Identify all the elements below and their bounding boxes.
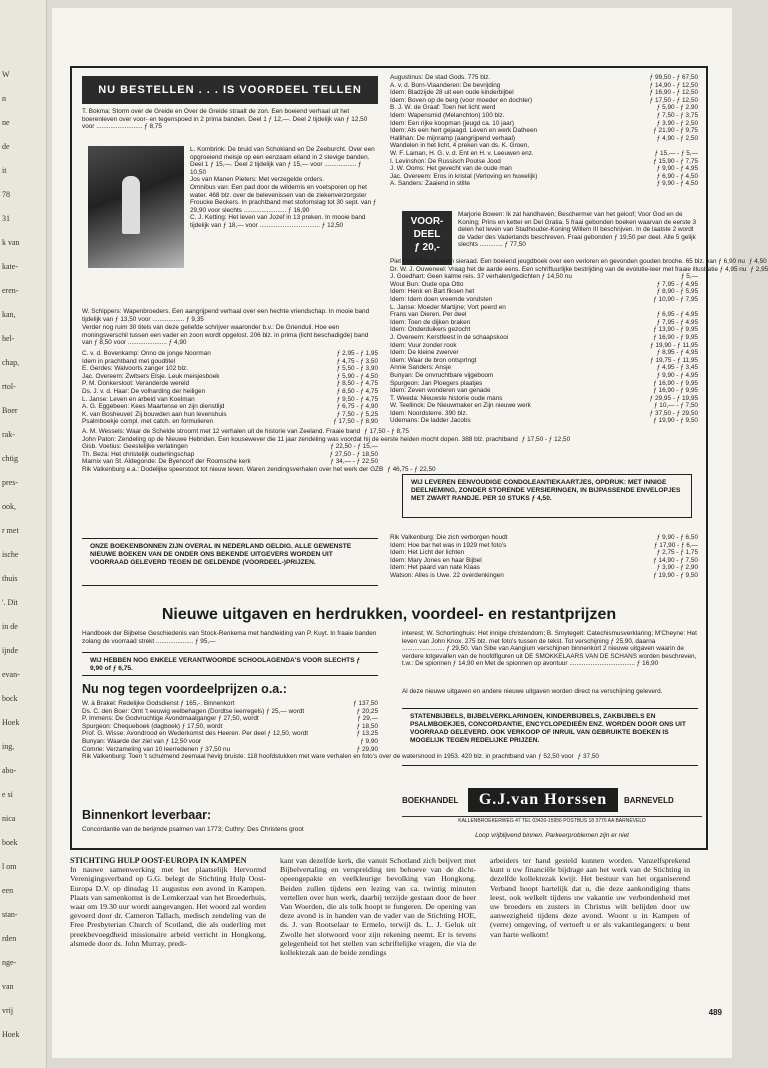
row-price: ƒ 8,50 - ƒ 4,75 [336,380,378,388]
row-title: Idem: Het Licht der lichten [390,549,465,557]
row-title: L. Janse: Moeder Martijne; Vort peerd en [390,303,506,311]
row-title: Gisb. Voetius: Geestelijke verlatingen [82,443,188,451]
price-row [390,281,698,289]
row-price: ƒ 6,75 - ƒ 4,90 [336,403,378,411]
price-row [390,112,698,120]
price-row [390,572,698,580]
row-price: ƒ 3,90 - ƒ 2,90 [656,564,698,572]
price-row [390,158,698,166]
row-title: Rik Valkenburg: Die zich verborgen houdt [390,534,508,541]
row-title: Idem: Vuur zonder rook [390,341,457,349]
price-row [82,451,378,459]
row-title: Annie Sanders: Ansje [390,364,452,372]
price-row [82,708,378,716]
price-row [390,258,767,266]
price-row [82,358,378,366]
spine-fragment: een [2,886,14,895]
row-price: ƒ 21,90 - ƒ 9,75 [653,127,698,135]
price-row [390,127,698,135]
article-heading: STICHTING HULP OOST-EUROPA IN KAMPEN [70,856,247,865]
row-price: ƒ 29,95 - ƒ 19,95 [649,394,698,402]
row-title: E. Gerdes: Walvoorts zanger 102 blz. [82,365,188,373]
row-title: Rik Valkenburg: Toen 't schulmend zeemaal hevig bruiste. 118 hoofdstukken met ware verhalen en foto's over de watersnood in 1953. 420 blz. in prachtband van ƒ 52,50 voor [82,753,574,761]
spine-fragment: bock [2,694,18,703]
row-price: ƒ 17,50 - ƒ 8,90 [333,418,378,426]
spine-fragment: e si [2,790,13,799]
spine-fragment: van [2,982,14,991]
row-price: ƒ 22,50 - ƒ 15,— [330,443,378,451]
spine-fragment: pres- [2,478,18,487]
magazine-page [52,8,768,1058]
price-row [390,135,698,143]
row-price: ƒ 10,— - ƒ 7,50 [653,402,698,410]
row-title: Idem: Idem doen vreemde vondsten [390,295,493,303]
price-row [82,365,378,373]
row-title: Hallihan: De mijnramp (aangrijpend verhaal) [390,134,516,142]
price-row [82,700,378,708]
row-price: ƒ 7,50 - ƒ 5,25 [336,410,378,418]
article-col-2: kant van dezelfde kerk, die vanuit Schotland zich beijvert met Bijbelvertaling en verspreiding ten behoeve van de dicht-opeengepakte en veelkleurige bevolking van Hongkong. Beiden zullen tijdens een lezing van ca. twintig minuten vertellen over hun werk, daarbij terzijde gestaan door de heer Van Woerden, die als tolk hoopt te fungeren. De opening van deze avond is in handen van de vader van de Stichting HOE, ds. J. van Rootselaar te Ermelo, terwijl ds. L. J. Geluk uit Zwolle het slotwoord voor zijn rekening neemt. Er is tevens gelegenheid tot het stellen van schriftelijke vragen, die via de kollektezak aan de beide zendings [280,856,476,958]
row-price: ƒ 10,90 - ƒ 7,95 [653,295,698,303]
row-title: C. v. d. Bovenkamp: Onno de jonge Noorman [82,350,211,357]
spine-fragment: nica [2,814,16,823]
price-row [390,557,698,565]
price-row [390,542,698,550]
row-title: Watson: Alles is Uwe. 22 overdenkingen [390,571,504,579]
price-row [390,180,698,188]
price-row [390,357,698,365]
row-price: ƒ 17,90 - ƒ 6,— [653,541,698,549]
spine-fragment: rtol- [2,382,16,391]
book-cover-photo [88,146,184,268]
price-row [82,458,378,466]
left-top-text: T. Bokma: Storm over de Greide en Over de Greide straalt de zon. Een boeiend verhaal uit het boerenleven over voor- en tegenspoed in 2 prima banden. Deel 1 ƒ 12,—. Deel 2 tijdelijk van ƒ 12,50 voor .......................... ƒ 8,75 [82,108,368,131]
row-price: ƒ 137,50 [353,700,378,707]
row-price: ƒ 8,95 - ƒ 4,95 [656,349,698,357]
row-title: Idem: Het paard van nate Klaas [390,564,480,572]
logo-right-text: BARNEVELD [624,796,674,805]
row-price: ƒ 46,75 - ƒ 22,50 [387,465,436,473]
row-price: ƒ 16,90 - ƒ 12,50 [649,89,698,97]
row-price: ƒ 2,95 [750,265,768,273]
price-row [82,730,378,738]
right-price-list-3 [390,534,698,580]
row-price: ƒ 5,— [680,273,698,281]
row-title: John Paton: Zendeling op de Nieuwe Hebriden. Een kousewever die 11 jaar zendeling was voordat hij de eerste heiden mocht dopen. 388 blz. prachtband [82,435,518,443]
row-price: ƒ 37,50 [577,753,599,761]
badge-line: VOOR- [410,216,444,227]
row-title: Dr. W. J. Ouweneel: Vraag het de aarde eens. Een schriftuurlijke bestrijding van de evolutie-leer met fraaie illustratie ƒ 4,95 nu [390,265,747,273]
price-row [390,417,698,425]
row-price: ƒ 2,75 - ƒ 1,75 [656,549,698,557]
row-price: ƒ 16,90 - ƒ 9,95 [653,333,698,341]
row-title: Idem: Noordsterre. 390 blz. [390,409,468,417]
left-side-entries [190,146,378,230]
row-price: ƒ 13,90 - ƒ 9,95 [653,326,698,334]
logo-name: G.J.van Horssen [468,788,618,812]
price-row [390,549,698,557]
price-row [390,165,698,173]
row-title: P. Immens: De Godvruchtige Avondmaalganger ƒ 27,50, wordt [82,715,259,723]
logo-left-text: BOEKHANDEL [402,796,459,805]
price-row [390,120,698,128]
spine-fragment: rak- [2,430,15,439]
price-row [82,373,378,381]
price-row [390,74,698,82]
price-row [390,311,698,319]
spine-fragment: de [2,142,10,151]
price-row [82,350,378,358]
price-row [390,173,698,181]
row-title: A. M. Wessels: Waar de Schelde stroomt met 12 verhalen uit de historie van Zeeland. Fraaie band [82,428,361,435]
left-price-list-2 [82,428,571,474]
row-title: Augustinus: De stad Gods. 775 blz. [390,74,491,81]
price-row [390,89,698,97]
row-title: A. Sanders: Zaaiend in stilte [390,180,470,188]
spine-fragment: vrij [2,1006,14,1015]
row-price: ƒ 2,95 - ƒ 1,95 [336,350,378,357]
row-title: P. M. Donkersloot: Veranderde wereld [82,380,190,388]
price-row [82,411,378,419]
row-title: Marnix van St. Aldegonde: De Byencorf der Roomsche kerk [82,458,251,466]
row-price: ƒ 6,95 - ƒ 4,95 [656,311,698,319]
row-price: ƒ 29,— [357,715,378,723]
row-title: Idem in prachtband met goudtitel [82,357,176,365]
bookcoupon-notice: ONZE BOEKENBONNEN ZIJN OVERAL IN NEDERLAND GELDIG. ALLE GEWENSTE NIEUWE BOEKEN VAN DE ONDER ONS BEKENDE UITGEVERS WORDEN UIT VOORRAAD GELEVERD TEGEN DE GELDENDE (VOORDEEL-)PRIJZEN. [82,538,378,586]
bookshop-logo [402,780,702,824]
side-entry: C. J. Ketting: Het leven van Jozef in 13 preken. In mooie band tijdelijk van ƒ 18,— voor .................................. ƒ 12,50 [190,214,366,229]
spine-fragment: thuis [2,574,18,583]
price-row [82,723,378,731]
row-title: Prof. G. Wisse: Avondrood en Wederkomst des Heeren. Per deel ƒ 12,50, wordt [82,730,309,738]
logo-address: KALLENBROEKERWEG 47 TEL 03420-15956 POSTBUS 18 3770 AA BARNEVELD [402,816,702,824]
row-title: Bunyan: Waarde der ziel van ƒ 12,50 voor [82,737,202,745]
price-row [82,465,436,474]
spine-fragment: it [2,166,7,175]
row-price: ƒ 9,90 - ƒ 4,50 [656,180,698,188]
row-price: ƒ 99,50 - ƒ 67,50 [649,74,698,81]
row-title: Th. Beza: Het christelijk ouderlingschap [82,450,195,458]
section-title: Nieuwe uitgaven en herdrukken, voordeel- en restantprijzen [161,606,617,623]
price-row [390,534,698,542]
row-price: ƒ 19,90 - ƒ 9,50 [653,417,698,425]
row-title: I. Levinshon: De Russisch Poolse Jood [390,157,501,165]
spine-fragment: ische [2,550,19,559]
spine-fragment: Hoek [2,718,20,727]
spine-fragment: boek [2,838,18,847]
row-price: ƒ 20,25 [356,707,378,715]
row-price: ƒ 9,90 [360,737,378,745]
row-title: W. Teellinck: De Nieuwmaker en Zijn nieuwe werk [390,402,531,410]
price-row [390,304,698,312]
row-title: Idem: Waar de bron ontsprIngt [390,356,477,364]
row-price: ƒ 7,95 - ƒ 4,95 [656,318,698,326]
price-row [82,403,378,411]
row-price: ƒ 5,90 - ƒ 4,50 [336,372,378,380]
row-price: ƒ 4,95 - ƒ 3,45 [656,364,698,372]
row-title: B. J. W. de Graaf: Toen het licht werd [390,104,496,112]
row-title: Ds. J. v. d. Haar: De volharding der heiligen [82,387,206,395]
row-title: W. F. Laman, H. G. v. d. Ent en H. v. Leeuwen enz. [390,149,534,157]
row-title: Idem: Bladzijde 28 uit een oude kinderbijbel [390,89,514,97]
spine-fragment: '. Dit [2,598,18,607]
row-title: Spurgeon: Chequeboek (dagboek) ƒ 17,50, wordt [82,722,223,730]
row-title: W. à Brakel: Redelijke Godsdienst ƒ 165,-. Binnenkort [82,700,235,707]
price-row [390,387,698,395]
row-price: ƒ 17,50 - ƒ 12,50 [521,435,571,443]
row-price: ƒ 4,75 - ƒ 3,50 [336,357,378,365]
row-title: Idem: Zeven wonderen van genade [390,387,491,395]
row-title: Idem: Een rijke koopman (jeugd ca. 10 jaar) [390,119,514,127]
article-col-3: arbeiders ter hand gesteld kunnen worden. Vanzelfsprekend kunt u uw financiële bijdrage aan het werk van de Stichting in dezelfde kollektezak kwijt. Het bestuur van het organiserend Verband hoopt hartelijk dat u, die deze aankondiging thans leest, ook welkelt tijdens uw vakantie uw verbondenheid met uw broeders en zusters in Christus wilt belijden door uw aanwezigheid tijdens deze avond. Woont u in Kampen of (verre) omgeving, of vertoeft u er als vakantiegangers: u bent van harte welkom! [490,856,690,939]
row-title: Frans van Dieren. Per deel [390,311,467,319]
price-row [390,265,768,274]
row-title: J. W. Ooms: Het gevecht van de oude man [390,165,512,173]
row-title: J. Goedhart: Geen kalme reis. 37 verhalen/gedichten ƒ 14,50 nu [390,273,572,281]
row-title: A. v. d. Born-Vlaanderen: De bevrijding [390,81,501,89]
subheading-binnenkort: Binnenkort leverbaar: [82,808,212,822]
row-title: Bunyan: De onvruchtbare vijgeboom [390,371,494,379]
spine-fragment: chap, [2,358,20,367]
price-row [390,142,698,150]
row-title: Comrie: Verzameling van 10 leerredenen ƒ 37,50 nu [82,745,231,753]
side-entry: Jos van Manen Pieters: Met verzegelde orders. [190,176,324,184]
price-row [82,443,378,451]
voordeel-badge [402,211,452,265]
row-price: ƒ 8,90 - ƒ 5,95 [656,288,698,296]
price-row [390,380,698,388]
row-title: Psalmboekje compl. met catch. en formulieren [82,418,214,426]
spine-fragment: l om [2,862,17,871]
price-row [390,150,698,158]
row-price: ƒ 5,90 - ƒ 2,90 [656,104,698,112]
price-row [390,349,698,357]
price-row [390,395,698,403]
article-col-1 [70,856,266,948]
price-row [390,326,698,334]
spine-fragment: Hoek [2,1030,20,1039]
row-price: ƒ 7,95 - ƒ 4,95 [656,280,698,288]
row-price: ƒ 4,50 [748,258,767,265]
stock-notice: STATENBIJBELS, BIJBELVERKLARINGEN, KINDERBIJBELS, ZAKBIJBELS EN PSALMBOEKJES, CONCORDANTIE, ENCYCLOPEDIEËN ENZ. WORDEN DOOR ONS UIT VOORRAAD GELEVERD. OOK VERKOOP OF INRUIL VAN GEBRUIKTE BOEKEN IS MOGELIJK TEGEN REDELIJKE PRIJZEN. [402,708,698,766]
price-row [82,396,378,404]
price-row [390,82,698,90]
row-title: Jac. Overeem: Zwitsers Elsje. Leuk meisjesboek [82,372,220,380]
row-price: ƒ 19,90 - ƒ 11,95 [650,341,698,349]
condolence-cards-notice: WIJ LEVEREN EENVOUDIGE CONDOLEANTIEKAARTJES, OPDRUK: MET INNIGE DEELNEMING, ZONDER STORENDE VERSIERINGEN, IN BIJPASSENDE ENVELOPJES MET ZWART RANDJE. PER 10 STUKS ƒ 4,50. [402,474,692,518]
row-price: ƒ 16,90 - ƒ 9,95 [653,387,698,395]
page-number: 489 [708,1008,722,1017]
row-price: ƒ 34,— - ƒ 22,50 [330,458,378,466]
spine-fragment: n [2,94,6,103]
spine-fragment: r met [2,526,19,535]
spine-fragment: ook, [2,502,16,511]
spine-fragment: ne [2,118,10,127]
side-entry: L. Kombrink: De bruid van Schokland en De Zeeburcht. Over een opgroeiend meisje op een eenzaam eiland in 2 stevige banden. Deel 1 ƒ 15,—. Deel 2 tijdelijk van ƒ 15,— voor .................. ƒ 10,50 [190,146,375,176]
row-title: Idem: Als een hert gejaagd. Leven en werk Datheen [390,127,538,135]
price-row [390,104,698,112]
price-row [390,342,698,350]
row-title: Idem: Onderduikers gezocht [390,326,471,334]
row-title: Udemans: De ladder Jacobs [390,417,471,425]
spine-fragment: 78 [2,190,10,199]
row-title: Rik Valkenburg e.a.: Dodelijke speerstoot tot nieuw leven. Waren zendingsverhalen over het werk der GZB [82,465,384,473]
spine-fragment: ijnde [2,646,18,655]
logo-note: Loop vrijblijvend binnen. Parkeerproblemen zijn er niet [475,832,629,839]
left-intro: W. Schippers: Wapenbroeders. Een aangrijpend verhaal over een hechte vriendschap. In mooie band tijdelijk van ƒ 13,50 voor .................. ƒ 9,35 [82,308,370,323]
row-title: Idem: Mary Jones en haar Bijbel [390,556,482,564]
adjacent-page-margin [0,0,47,1068]
spine-fragment: rden [2,934,17,943]
row-price: ƒ 9,90 - ƒ 6,50 [656,534,698,541]
price-row [390,402,698,410]
bowen-offer: Marjorie Bowen: Ik zal handhaven; Beschermer van het geloof; Voor God en de Koning; Prins en ketter en Del Gratia. 5 fraai gebonden boeken waarvan de eerste 3 delen het leven van Stadhouder-Koning Willem III beschrijven. In de laatste 2 wordt de Vader des Vaderlands beschreven. Fraai gebonden ƒ 19,50 per deel. Alle 5 gelijk slechts ............. ƒ 77,50 [458,211,697,249]
price-row [82,428,409,436]
row-price: ƒ 13,25 [356,730,378,738]
new-releases-note: Al deze nieuwe uitgaven en andere nieuwe uitgaven worden direct na verschijning geleverd. [402,688,663,695]
new-releases-text: interest; W. Schortinghuis: Het innige christendom; B. Smytegelt: Catechismusverklaring; M'Cheyne: Het leven van John Knox. 275 blz. met foto's tussen de tekst. Tot verschijning ƒ 25,90, daarna ........................ ƒ 29,50. Van Sibe van Aangium verschijnen binnenkort 2 nieuwe uitgaven waarin de verdere lotgevallen van de hoofdfiguren uit DE SMOKKELAARS VAN DE SCHANS worden beschreven, t.w.: De spionnen ƒ 14,90 en Met de spionnen op avontuur ..................................... ƒ 16,90 [402,630,697,668]
row-title: Idem: Wapensmid (Melanchton) 100 blz. [390,111,505,119]
spine-fragment: abo- [2,766,17,775]
price-row [390,334,698,342]
row-title: Spurgeon: Jan Ploegers plaatjes [390,379,483,387]
spine-fragment: kan, [2,310,16,319]
spine-fragment: 31 [2,214,10,223]
spine-fragment: nge- [2,958,17,967]
spine-fragment: kate- [2,262,18,271]
row-title: Idem: Boven op de berg (voor moeder en dochter) [390,96,533,104]
row-price: ƒ 9,90 - ƒ 4,95 [656,371,698,379]
binnenkort-text: Concordantie van de berijmde psalmen van 1773; Cuthry: Des Christens groot [82,826,304,833]
price-row [82,753,599,761]
row-title: A. G. Eggebeen: Kees Maartense en zijn dienstlijd [82,403,225,411]
row-price: ƒ 3,90 - ƒ 2,50 [656,119,698,127]
price-row [390,410,698,418]
row-title: Wandelen in het licht, 4 preken van ds. K. Groen, [390,142,530,150]
row-price: ƒ 8,50 - ƒ 4,75 [336,387,378,395]
price-row [82,418,378,426]
row-price: ƒ 19,75 - ƒ 11,95 [650,356,698,364]
price-row [82,388,378,396]
badge-line: ƒ 20,- [414,242,440,253]
bookshop-advertisement [70,66,768,850]
row-price: ƒ 14,90 - ƒ 7,50 [653,556,698,564]
price-row [82,435,571,444]
price-row [390,319,698,327]
row-price: ƒ 7,50 - ƒ 3,75 [656,111,698,119]
row-title: J. Overeem: Kerstfeest in de schaapskooi [390,333,509,341]
spine-fragment: in de [2,622,18,631]
row-price: ƒ 9,50 - ƒ 4,75 [336,395,378,403]
row-price: ƒ 19,90 - ƒ 9,50 [653,571,698,579]
row-price: ƒ 14,90 - ƒ 12,50 [649,81,698,89]
row-title: Jac. Overeem: Eros in kristal (Verloving en huwelijk) [390,172,538,180]
spine-fragment: k van [2,238,20,247]
row-title: Piet Prins: Het gouden sieraad. Een boeiend jeugdboek over een verloren en gevonden gouden broche. 65 blz. van ƒ 6,90 nu [390,258,745,265]
price-row [390,364,698,372]
row-price: ƒ 18,50 [356,722,378,730]
row-price: ƒ 5,50 - ƒ 3,90 [336,365,378,373]
price-row [390,564,698,572]
row-title: Ds. C. den Boer: Omt 't eeuwig welbehagen (Dordtse leerregels) ƒ 25,— wordt [82,707,305,715]
spine-fragment: hel- [2,334,15,343]
price-row [390,97,698,105]
row-title: Wout Bun: Oude opa Otto [390,280,464,288]
row-price: ƒ 29,90 [356,745,378,753]
row-price: ƒ 9,90 - ƒ 4,95 [656,165,698,173]
row-price: ƒ 16,90 - ƒ 9,95 [653,379,698,387]
row-price: ƒ 17,50 - ƒ 8,75 [364,428,409,435]
spine-fragment: ing, [2,742,15,751]
row-price: ƒ 4,90 - ƒ 2,50 [656,134,698,142]
price-row [82,746,378,754]
row-title: Idem: De kleine zwerver [390,349,459,357]
price-row [82,380,378,388]
row-title: T. Weeda: Nieuwste historie oude mans [390,394,503,402]
spine-fragment: evan- [2,670,20,679]
spine-fragment: W [2,70,10,79]
article-text-1: In nauwe samenwerking met het plaatselijk Hervormd Verenigingsverband op G.G. belegt de Stichting Hulp Oost-Europa D.V. op dinsdag 11 augustus een avond in Kampen. Plaats van samenkomst is de Lemkerzaal van het Broederhuis, waar om 19.30 uur wordt aangevangen. Het woord zal worden gevoerd door dr. Cameron Tallach, medisch zendeling van de Free Presbyterian Church of Scotland, die als ouderling met preekbevoegdheid missionaire arbeid verricht in Hongkong, alsmede door ds. John Murray, predi- [70,865,266,948]
schoolagenda-notice: WIJ HEBBEN NOG ENKELE VERANTWOORDE SCHOOLAGENDA'S VOOR SLECHTS ƒ 9,90 of ƒ 6,75. [82,652,378,676]
handboek-text: Handboek der Bijbelse Geschiedenis van Stock-Renkema met handleiding van P. Kuyt. In fraaie banden zolang de voorraad strekt ..................... ƒ 95,— [82,630,377,645]
row-price: ƒ 6,90 - ƒ 4,50 [656,172,698,180]
row-title: L. Janse: Leven en arbeid van Koelman [82,395,195,403]
row-title: Idem: Toen de dijken braken [390,318,471,326]
side-entry: Omnibus van: Een pad door de wildernis en voetsporen op het water. 468 blz. over de belevenissen van de ziekenverzorgster Froucke Beckers. In prachtband met stofomslag tot 30 sept. van ƒ 29,90 voor slechts ........................ ƒ 16,90 [190,183,377,214]
price-row [390,372,698,380]
spine-fragment: chtig [2,454,18,463]
badge-line: DEEL [413,229,441,240]
price-row [390,288,698,296]
left-intro-2: Verder nog ruim 30 titels van deze geliefde schrijver waaronder b.v.: De Grienduil. Hoe een moningsverschil tussen een vader en zoon wordt opgelost. 206 blz. in prima (licht beschadigde) band van ƒ 8,50 voor ...................... ƒ 4,90 [82,324,369,347]
banner-title: NU BESTELLEN . . . IS VOORDEEL TELLEN [82,76,378,104]
row-price: ƒ 17,50 - ƒ 12,50 [649,96,698,104]
spine-fragment: Boer [2,406,18,415]
right-price-list-2 [390,258,768,425]
price-row [82,715,378,723]
spine-fragment: stan- [2,910,18,919]
row-price: ƒ 37,50 - ƒ 29,50 [649,409,698,417]
row-price: ƒ 15,— - ƒ 5,— [654,149,698,157]
left-price-list [82,350,378,426]
row-title: Idem: Henk en Bart fiksen het [390,288,475,296]
row-title: Idem: Hoe bar het was in 1929 met foto's [390,541,507,549]
subheading-voordeel: Nu nog tegen voordeelprijzen o.a.: [82,682,287,696]
row-price: ƒ 27,50 - ƒ 18,50 [329,450,378,458]
price-row [390,273,698,281]
spine-fragment: eren- [2,286,19,295]
price-row [390,296,698,304]
price-row [82,738,378,746]
row-price: ƒ 15,90 - ƒ 7,75 [653,157,698,165]
row-title: K. van Bosheuvel: Zij bouwden aan hun levenshuis [82,410,227,418]
right-price-list [390,74,698,188]
